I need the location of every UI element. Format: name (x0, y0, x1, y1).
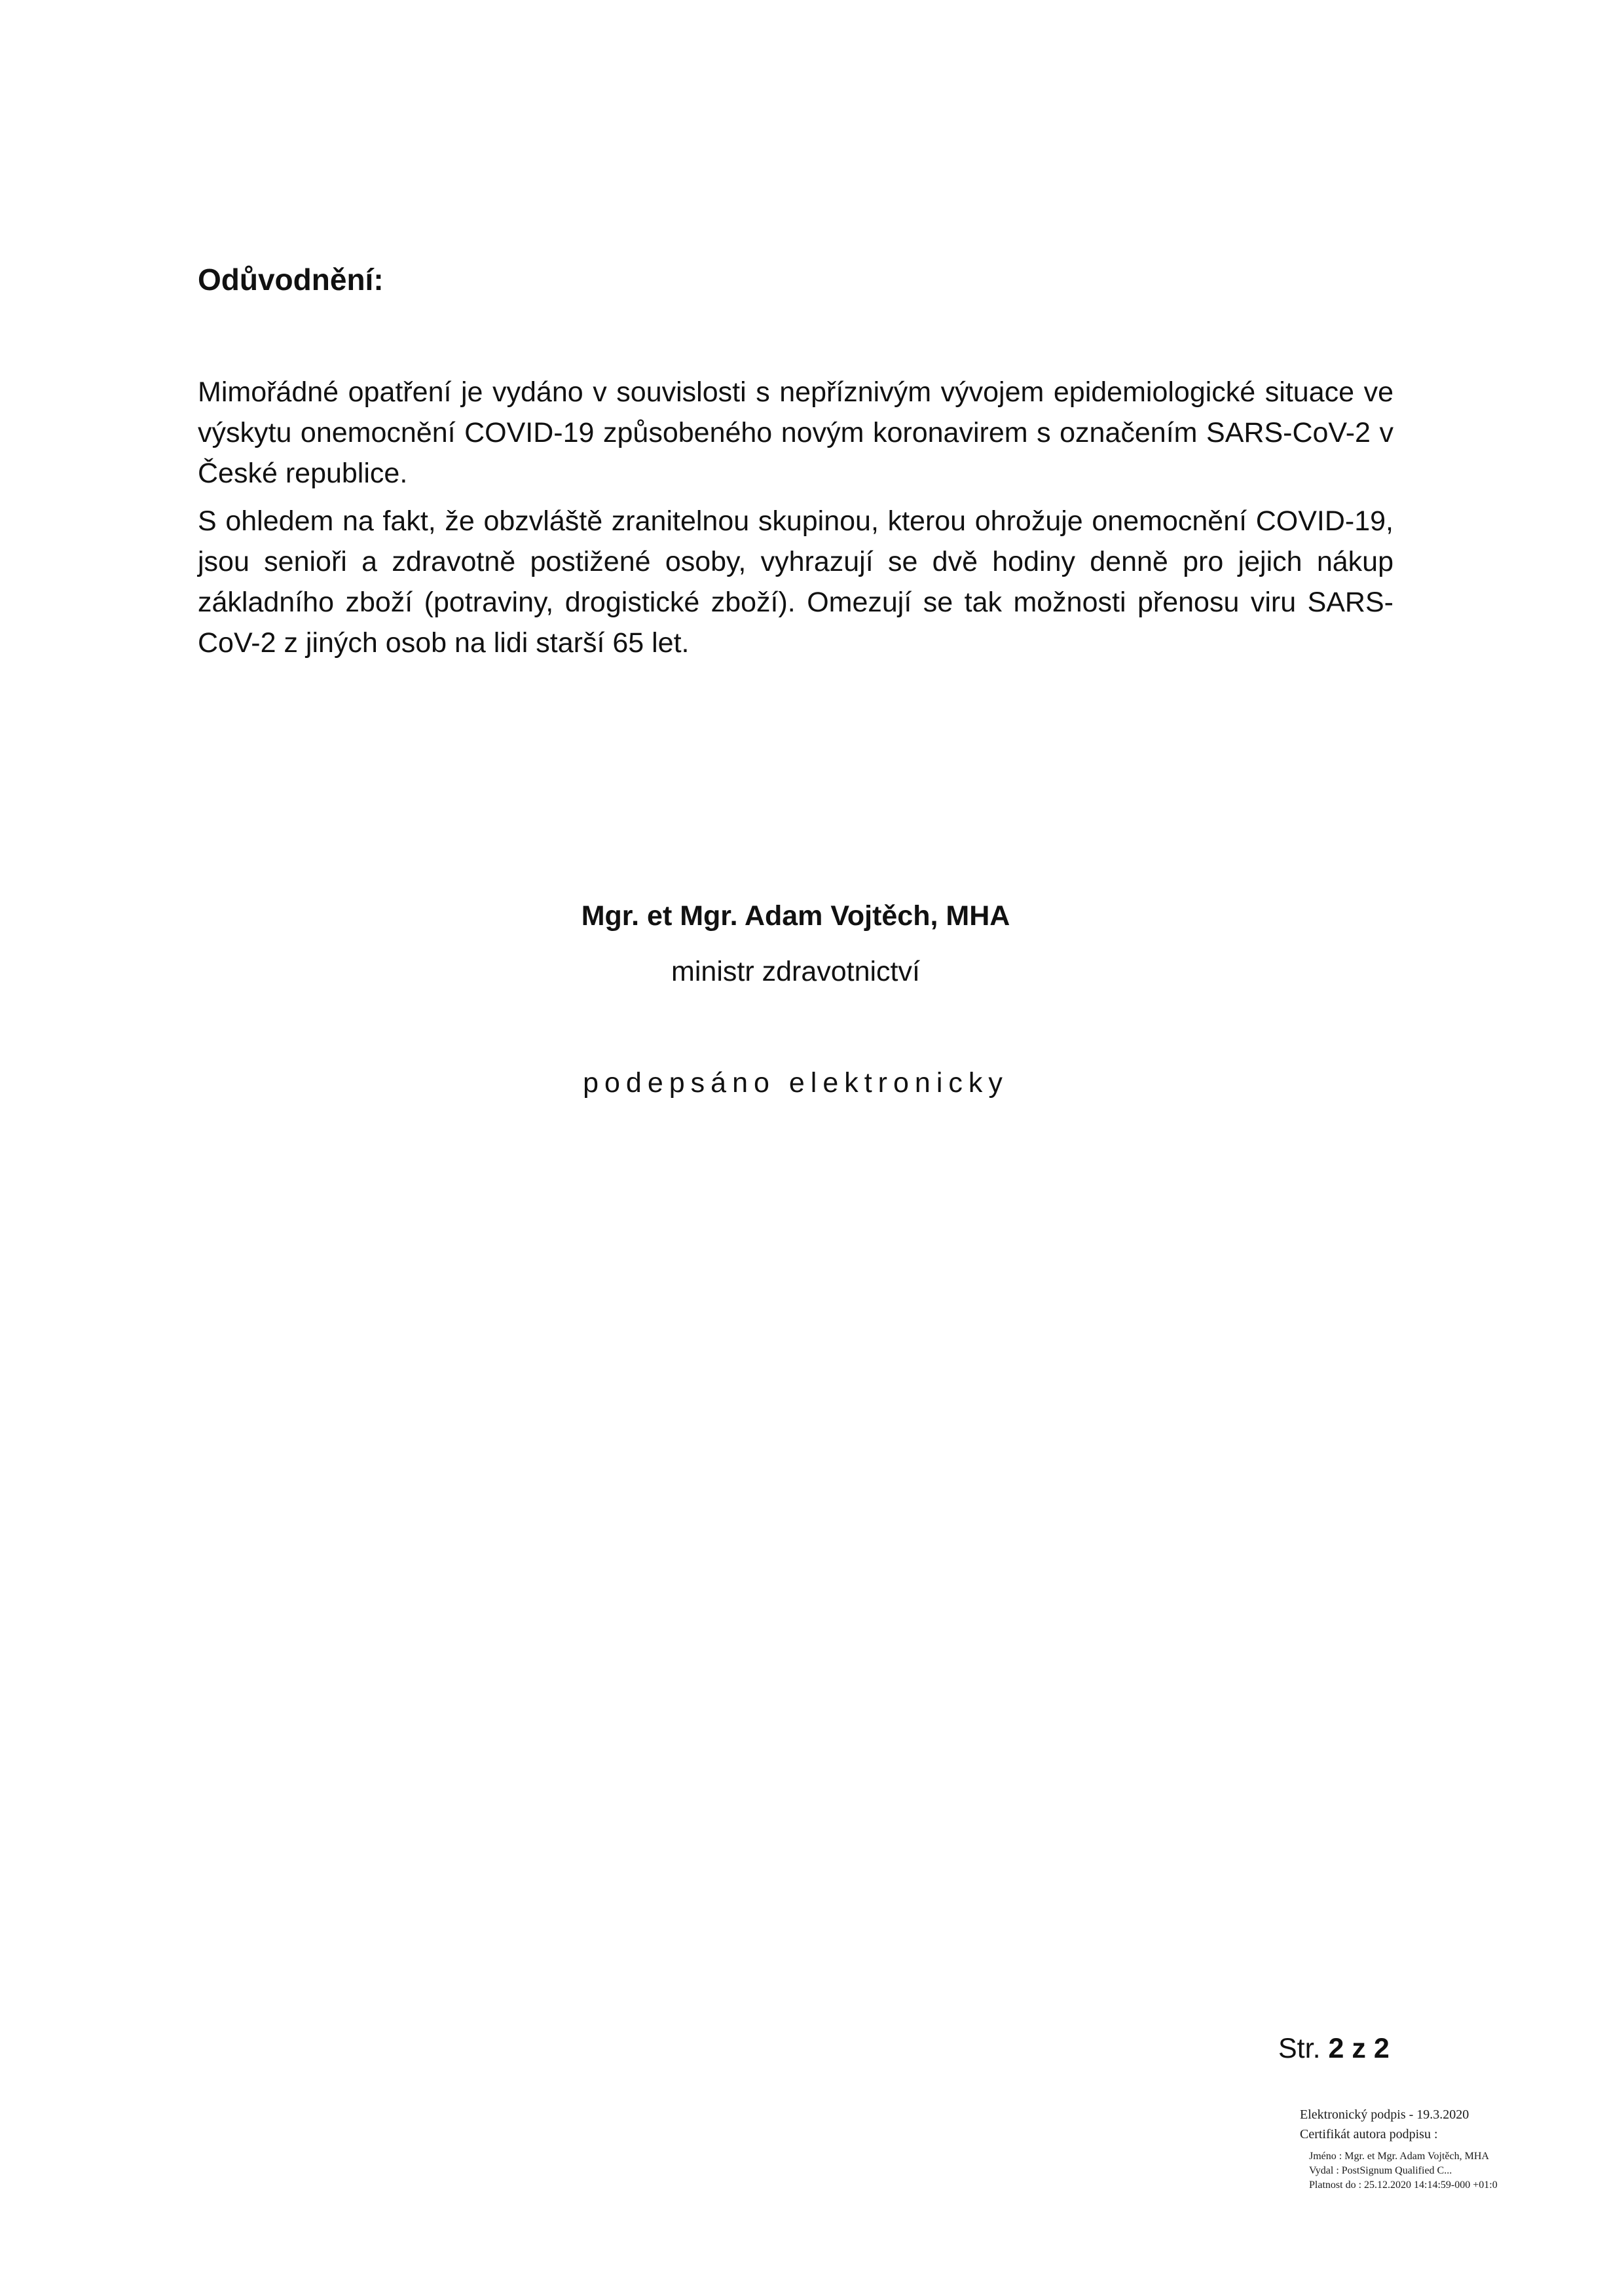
page-number-separator: z (1352, 2033, 1366, 2064)
section-heading: Odůvodnění: (198, 263, 384, 297)
signer-role: ministr zdravotnictví (671, 956, 920, 987)
justification-paragraph-2: S ohledem na fakt, že obzvláště zranitelnou skupinou, kterou ohrožuje onemocnění COVID-19, jsou senioři a zdravotně postižené osoby, vyhrazují se dvě hodiny denně pro jejich nákup základního zboží (potraviny, drogistické zboží). Omezují se tak možnosti přenosu viru SARS-CoV-2 z jiných osob na lidi starší 65 let. (198, 505, 1393, 659)
stamp-signature-date: Elektronický podpis - 19.3.2020 (1300, 2107, 1469, 2122)
signed-electronically-note: podepsáno elektronicky (583, 1067, 1008, 1099)
stamp-issuer: Vydal : PostSignum Qualified C... (1309, 2165, 1452, 2176)
stamp-details (1300, 2149, 1498, 2193)
stamp-name: Jméno : Mgr. et Mgr. Adam Vojtěch, MHA (1309, 2151, 1489, 2162)
e-signature-stamp (1300, 2105, 1498, 2193)
page-number-prefix: Str. (1278, 2033, 1321, 2064)
page-number (1278, 2033, 1390, 2065)
page-number-current: 2 (1328, 2033, 1344, 2064)
page-number-total: 2 (1373, 2033, 1390, 2064)
stamp-certificate-label: Certifikát autora podpisu : (1300, 2127, 1438, 2141)
stamp-valid-until: Platnost do : 25.12.2020 14:14:59-000 +01:0 (1309, 2179, 1498, 2191)
signer-name: Mgr. et Mgr. Adam Vojtěch, MHA (581, 900, 1010, 932)
justification-paragraph-1: Mimořádné opatření je vydáno v souvislosti s nepříznivým vývojem epidemiologické situace ve výskytu onemocnění COVID-19 způsobeného novým koronavirem s označením SARS-CoV-2 v České republice. (198, 376, 1393, 489)
